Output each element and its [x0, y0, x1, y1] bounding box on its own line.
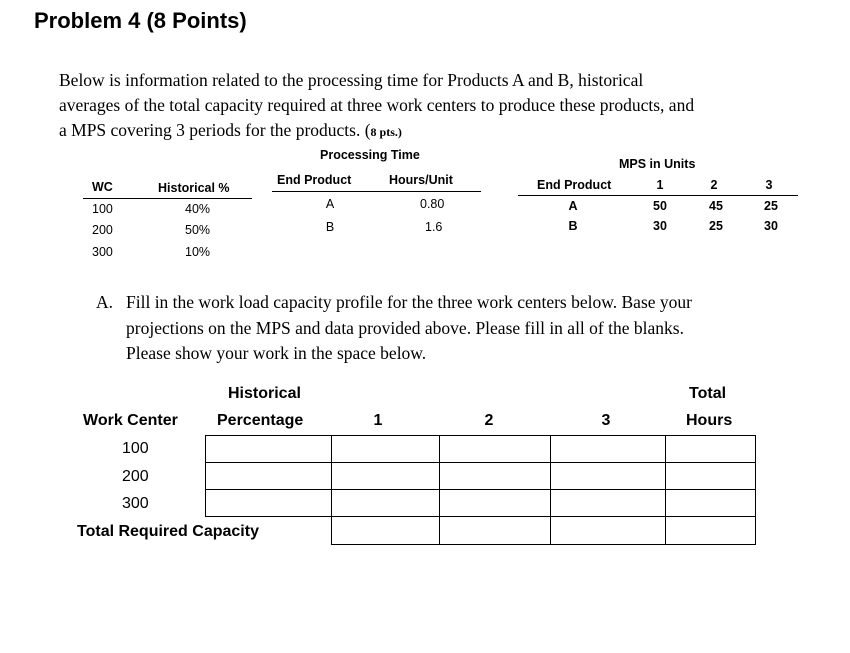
wc-300: 300: [92, 245, 113, 259]
cell-300-percentage[interactable]: [205, 489, 332, 517]
pct-200: 50%: [185, 223, 211, 237]
mps-header-rule: [518, 195, 798, 196]
intro-line-1: Below is information related to the processing time for Products A and B, historical: [59, 70, 644, 90]
cell-total-period-2[interactable]: [439, 516, 551, 545]
mps-period-3-header: 3: [765, 178, 773, 192]
cell-100-period-3[interactable]: [550, 435, 666, 463]
processing-time-title: Processing Time: [320, 148, 420, 162]
cell-100-period-1[interactable]: [331, 435, 440, 463]
intro-line-2: averages of the total capacity required at three work centers to produce these products, and: [59, 95, 695, 115]
cell-100-total[interactable]: [665, 435, 756, 463]
wc-header: WC: [92, 180, 113, 194]
mps-period-1-header: 1: [656, 178, 664, 192]
period-3-header: 3: [601, 412, 611, 429]
processing-hours-a: 0.80: [420, 197, 445, 211]
total-required-capacity-label: Total Required Capacity: [77, 523, 259, 540]
cell-total-total[interactable]: [665, 516, 756, 545]
pct-100: 40%: [185, 202, 211, 216]
total-header-top: Total: [689, 385, 727, 402]
mps-end-product-header: End Product: [537, 178, 612, 192]
cell-200-period-2[interactable]: [439, 462, 551, 490]
cell-300-period-3[interactable]: [550, 489, 666, 517]
mps-a-p3: 25: [764, 199, 778, 213]
historical-header-rule: [83, 198, 252, 199]
mps-period-2-header: 2: [710, 178, 718, 192]
processing-hours-b: 1.6: [425, 220, 443, 234]
mps-title: MPS in Units: [619, 157, 696, 171]
cell-total-period-1[interactable]: [331, 516, 440, 545]
cell-300-period-1[interactable]: [331, 489, 440, 517]
question-a-line-2: projections on the MPS and data provided above. Please fill in all of the blanks.: [126, 318, 684, 338]
row-label-100: 100: [122, 440, 149, 457]
question-a-line-1: Fill in the work load capacity profile for the three work centers below. Base your: [126, 292, 692, 312]
end-product-header: End Product: [277, 173, 352, 187]
mps-b-p2: 25: [709, 219, 723, 233]
historical-pct-header: Historical %: [158, 181, 230, 195]
period-1-header: 1: [373, 412, 383, 429]
question-a-letter: A.: [96, 292, 114, 312]
mps-b-p3: 30: [764, 219, 778, 233]
mps-product-b: B: [568, 219, 578, 233]
pct-300: 10%: [185, 245, 211, 259]
hours-per-unit-header: Hours/Unit: [389, 173, 453, 187]
wc-100: 100: [92, 202, 113, 216]
period-2-header: 2: [484, 412, 494, 429]
historical-header-top: Historical: [228, 385, 301, 402]
cell-300-total[interactable]: [665, 489, 756, 517]
cell-200-total[interactable]: [665, 462, 756, 490]
mps-product-a: A: [568, 199, 578, 213]
processing-product-b: B: [325, 220, 335, 234]
cell-100-period-2[interactable]: [439, 435, 551, 463]
cell-300-period-2[interactable]: [439, 489, 551, 517]
mps-a-p2: 45: [709, 199, 723, 213]
mps-b-p1: 30: [653, 219, 667, 233]
points-label: 8 pts.): [370, 125, 402, 139]
intro-line-3-text: a MPS covering 3 periods for the products. (: [59, 120, 371, 140]
wc-200: 200: [92, 223, 113, 237]
intro-line-3: [59, 120, 402, 141]
cell-100-percentage[interactable]: [205, 435, 332, 463]
row-label-200: 200: [122, 468, 149, 485]
cell-200-period-3[interactable]: [550, 462, 666, 490]
percentage-header: Percentage: [217, 412, 304, 429]
cell-200-period-1[interactable]: [331, 462, 440, 490]
work-center-header: Work Center: [83, 412, 178, 429]
problem-title: Problem 4 (8 Points): [34, 8, 247, 33]
processing-header-rule: [272, 191, 481, 192]
processing-product-a: A: [325, 197, 335, 211]
cell-200-percentage[interactable]: [205, 462, 332, 490]
total-hours-header: Hours: [686, 412, 733, 429]
row-label-300: 300: [122, 495, 149, 512]
question-a-line-3: Please show your work in the space below.: [126, 343, 427, 363]
cell-total-period-3[interactable]: [550, 516, 666, 545]
mps-a-p1: 50: [653, 199, 667, 213]
